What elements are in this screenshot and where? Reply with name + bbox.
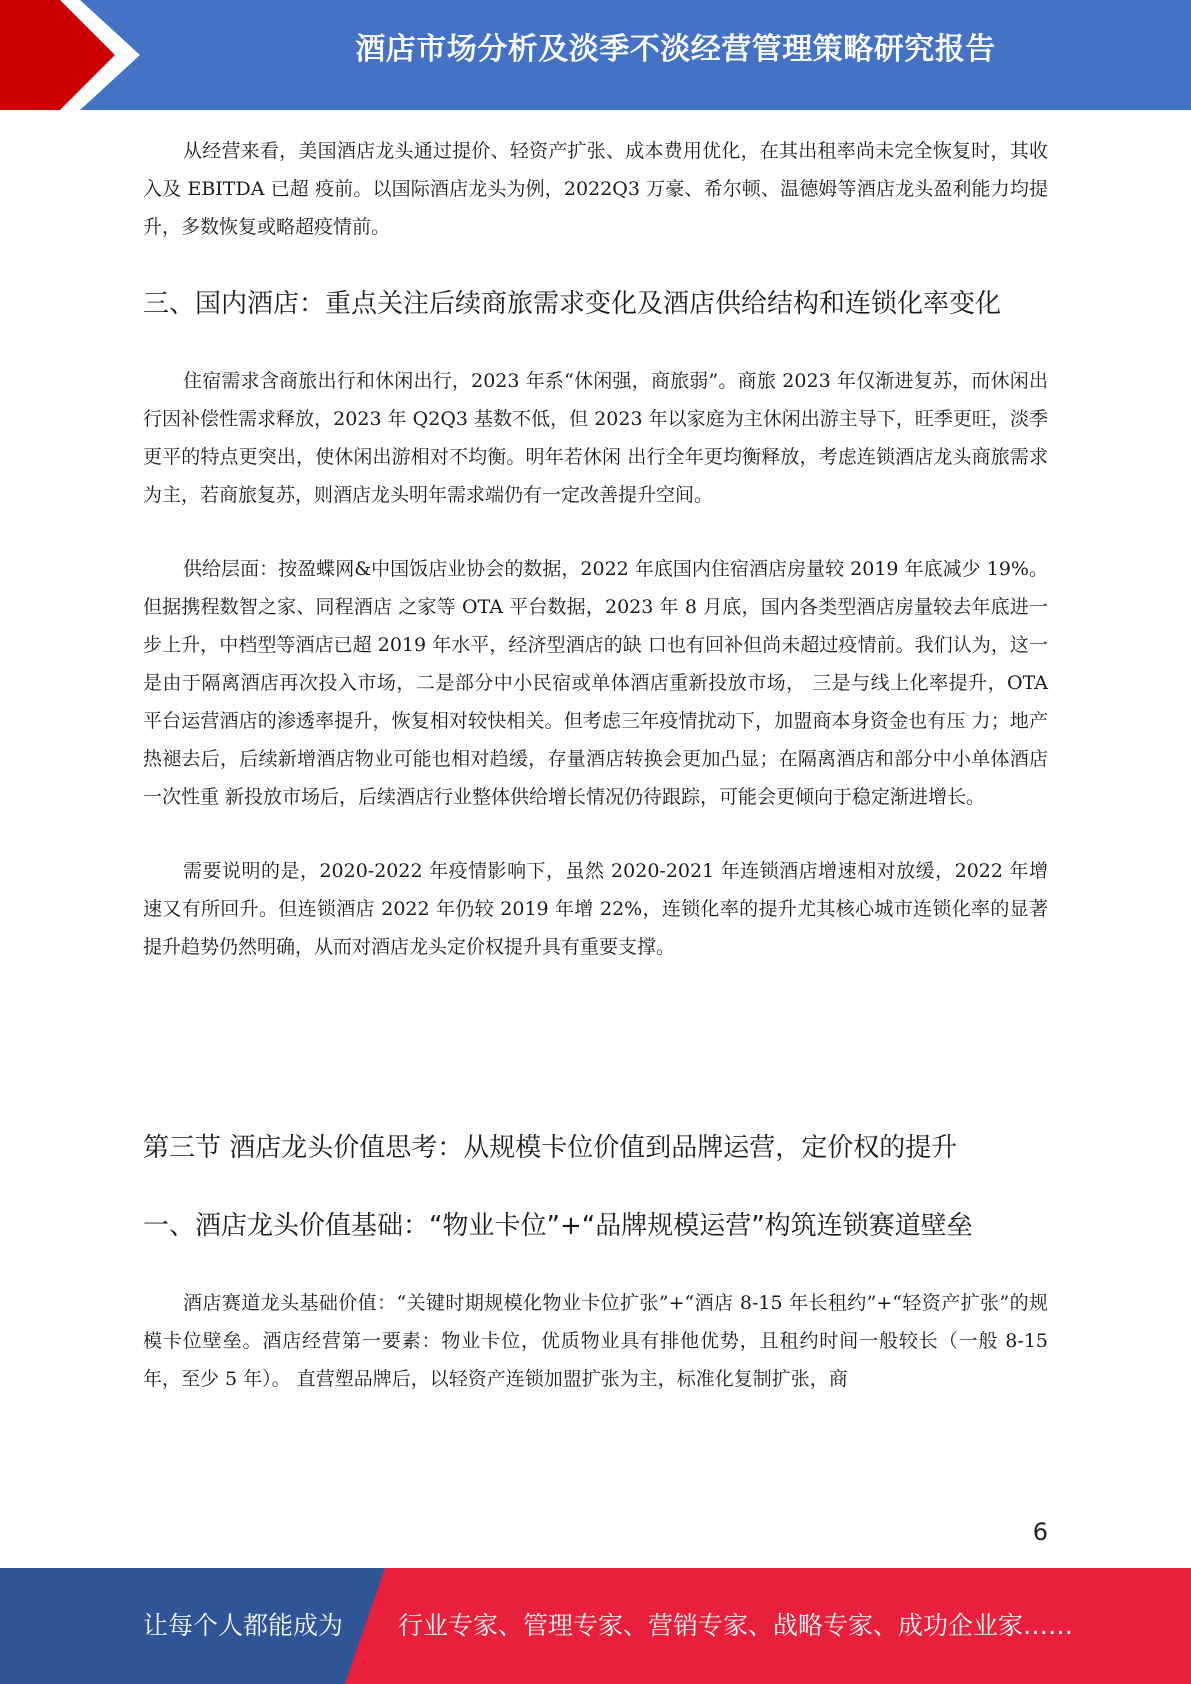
header-banner (0, 0, 1191, 110)
chevron-arrow-icon (0, 0, 160, 110)
page-number: 6 (1032, 1518, 1048, 1546)
subsection-heading: 一、酒店龙头价值基础：“物业卡位”+“品牌规模运营”构筑连锁赛道壁垒 (143, 1211, 973, 1241)
footer-tagline: 行业专家、管理专家、营销专家、战略专家、成功企业家…… (398, 1611, 1074, 1640)
subsection-heading: 三、国内酒店：重点关注后续商旅需求变化及酒店供给结构和连锁化率变化 (143, 289, 1002, 319)
footer-slogan: 让每个人都能成为 (143, 1611, 344, 1640)
document-title: 酒店市场分析及淡季不淡经营管理策略研究报告 (355, 32, 996, 67)
paragraph: 需要说明的是，2020-2022 年疫情影响下，虽然 2020-2021 年连锁酒店增速相对放缓，2022 年增速又有所回升。但连锁酒店 2022 年仍较 2019 年增 22%，连锁化率的提升尤其核心城市连锁化率的显著提升趋势仍然明确，从而对酒店龙头定价权提升具有重要支撑。 (143, 860, 1048, 958)
page-content (143, 132, 1048, 1398)
paragraph: 酒店赛道龙头基础价值：“关键时期规模化物业卡位扩张”+“酒店 8-15 年长租约”+“轻资产扩张”的规模卡位壁垒。酒店经营第一要素：物业卡位，优质物业具有排他优势，且租约时间一般较长（一般 8-15 年，至少 5 年）。 直营塑品牌后，以轻资产连锁加盟扩张为主，标准化复制扩张，商 (143, 1292, 1048, 1390)
footer-banner (0, 1568, 1191, 1684)
section-heading: 第三节 酒店龙头价值思考：从规模卡位价值到品牌运营，定价权的提升 (143, 1133, 958, 1163)
paragraph: 住宿需求含商旅出行和休闲出行，2023 年系“休闲强，商旅弱”。商旅 2023 年仅渐进复苏，而休闲出行因补偿性需求释放，2023 年 Q2Q3 基数不低，但 2023 年以家庭为主休闲出游主导下，旺季更旺，淡季更平的特点更突出，使休闲出游相对不均衡。明年若休闲 出行全年更均衡释放，考虑连锁酒店龙头商旅需求为主，若商旅复苏，则酒店龙头明年需求端仍有一定改善提升空间。 (143, 370, 1048, 506)
paragraph: 供给层面：按盈蝶网&中国饭店业协会的数据，2022 年底国内住宿酒店房量较 2019 年底减少 19%。但据携程数智之家、同程酒店 之家等 OTA 平台数据，2023 年 8 月底，国内各类型酒店房量较去年底进一步上升，中档型等酒店已超 2019 年水平，经济型酒店的缺 口也有回补但尚未超过疫情前。我们认为，这一是由于隔离酒店再次投入市场，二是部分中小民宿或单体酒店重新投放市场， 三是与线上化率提升，OTA 平台运营酒店的渗透率提升，恢复相对较快相关。但考虑三年疫情扰动下，加盟商本身资金也有压 力；地产热褪去后，后续新增酒店物业可能也相对趋缓，存量酒店转换会更加凸显；在隔离酒店和部分中小单体酒店一次性重 新投放市场后，后续酒店行业整体供给增长情况仍待跟踪，可能会更倾向于稳定渐进增长。 (143, 558, 1048, 808)
paragraph: 从经营来看，美国酒店龙头通过提价、轻资产扩张、成本费用优化，在其出租率尚未完全恢复时，其收入及 EBITDA 已超 疫前。以国际酒店龙头为例，2022Q3 万豪、希尔顿、温德姆等酒店龙头盈利能力均提升，多数恢复或略超疫情前。 (143, 140, 1048, 238)
